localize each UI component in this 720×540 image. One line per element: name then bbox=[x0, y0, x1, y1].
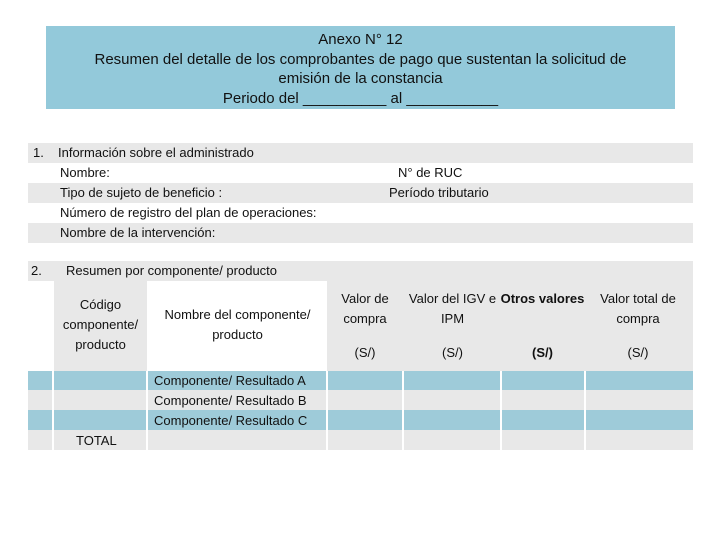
table-row-a bbox=[28, 371, 693, 390]
table-column-divider bbox=[52, 371, 54, 450]
table-column-divider bbox=[500, 371, 502, 450]
section1-row-nombre bbox=[28, 163, 693, 183]
annex-subtitle-line2: emisión de la constancia bbox=[278, 70, 443, 87]
column-unit-total: (S/) bbox=[627, 345, 649, 360]
total-label: TOTAL bbox=[76, 433, 117, 448]
table-left-gutter bbox=[28, 281, 54, 371]
column-header-total: Valor total de compra bbox=[600, 291, 676, 326]
label-ruc: N° de RUC bbox=[398, 165, 463, 180]
section1-spacer-row bbox=[28, 243, 693, 261]
column-header-otros: Otros valores bbox=[500, 291, 585, 306]
label-intervencion: Nombre de la intervención: bbox=[60, 225, 216, 240]
label-nombre: Nombre: bbox=[60, 165, 110, 180]
table-column-divider bbox=[146, 371, 148, 450]
table-column-divider bbox=[402, 371, 404, 450]
table-column-divider bbox=[326, 371, 328, 450]
column-header-igv: Valor del IGV e IPM bbox=[408, 291, 497, 326]
table-row-b bbox=[28, 390, 693, 410]
annex-title: Anexo N° 12 bbox=[318, 31, 403, 48]
table-row-c bbox=[28, 410, 693, 430]
label-periodo-tributario: Período tributario bbox=[389, 185, 489, 200]
row-label-c: Componente/ Resultado C bbox=[154, 413, 308, 428]
row-label-b: Componente/ Resultado B bbox=[154, 393, 307, 408]
table-row-total bbox=[28, 430, 693, 450]
annex-header bbox=[46, 26, 675, 109]
column-header-valor-compra: Valor de compra bbox=[341, 291, 389, 326]
annex-period: Periodo del __________ al ___________ bbox=[222, 89, 499, 107]
section1-number: 1. bbox=[33, 145, 44, 160]
section2-title: Resumen por componente/ producto bbox=[66, 263, 278, 278]
label-tipo-sujeto: Tipo de sujeto de beneficio : bbox=[60, 185, 223, 200]
column-header-codigo: Código componente/ producto bbox=[62, 297, 139, 352]
column-unit-igv: (S/) bbox=[442, 345, 463, 360]
column-unit-otros: (S/) bbox=[532, 345, 553, 360]
row-label-a: Componente/ Resultado A bbox=[154, 373, 306, 388]
annex-subtitle-line1: Resumen del detalle de los comprobantes de pago que sustentan la solicitud de bbox=[94, 50, 627, 68]
column-header-nombre: Nombre del componente/ producto bbox=[164, 307, 311, 342]
table-column-divider bbox=[584, 371, 586, 450]
label-numero-registro: Número de registro del plan de operaciones: bbox=[60, 205, 317, 220]
section2-number: 2. bbox=[31, 263, 42, 278]
section1-title: Información sobre el administrado bbox=[58, 145, 254, 160]
column-unit-valor-compra: (S/) bbox=[354, 345, 376, 360]
